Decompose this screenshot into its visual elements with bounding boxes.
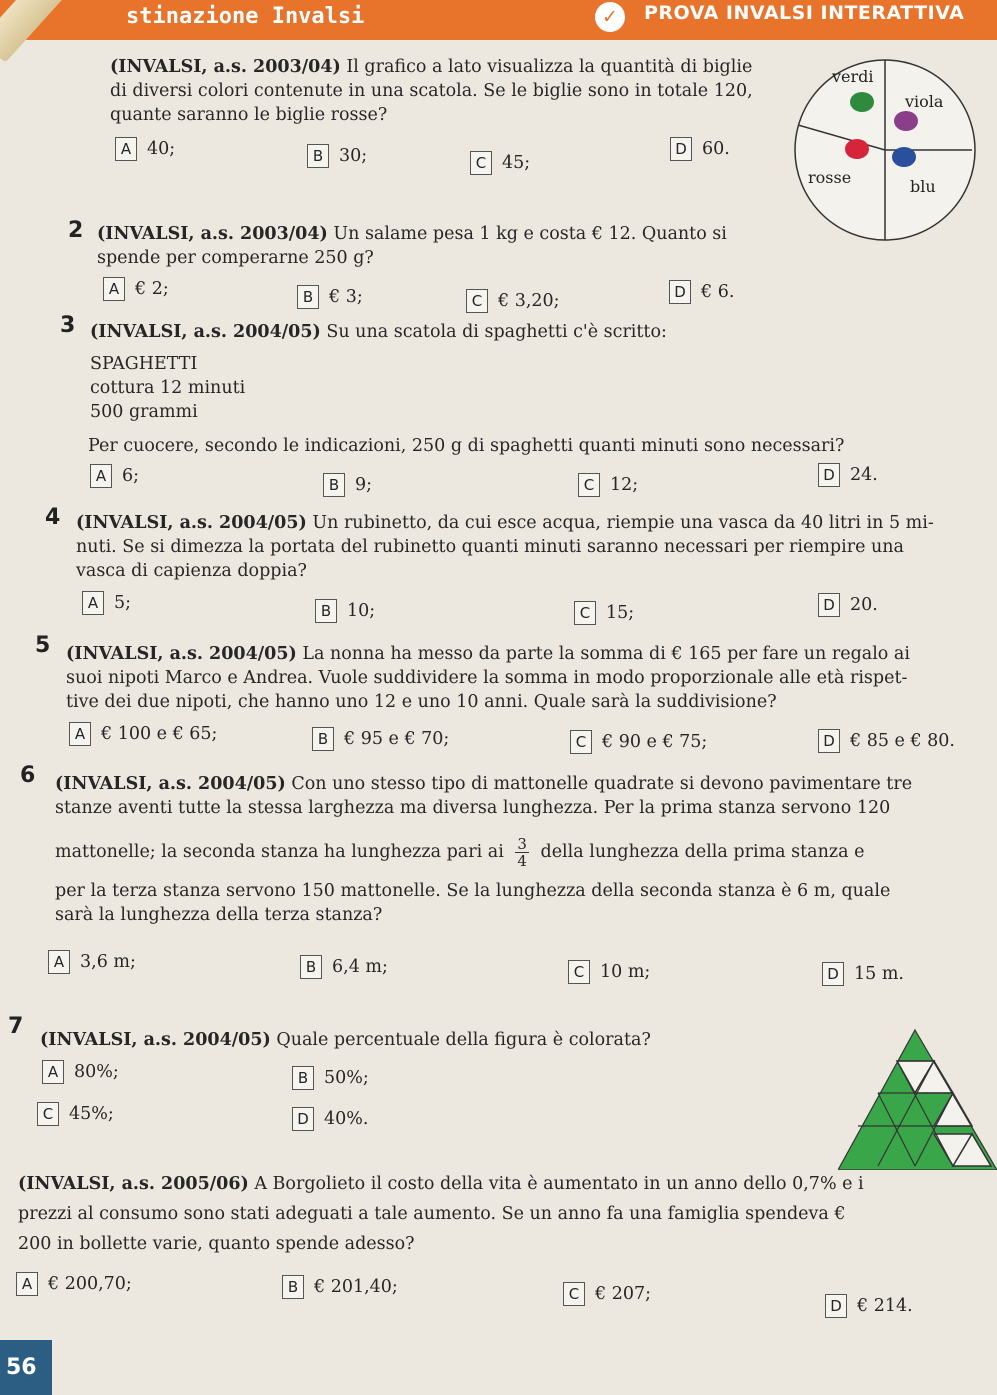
option-4b[interactable]: B 10; <box>315 599 375 623</box>
option-7d[interactable]: D 40%. <box>292 1107 368 1131</box>
option-5b[interactable]: B € 95 e € 70; <box>312 727 449 751</box>
label-blu: blu <box>910 177 936 196</box>
question-number-3: 3 <box>60 313 76 338</box>
question-5: (INVALSI, a.s. 2004/05) La nonna ha messo da parte la somma di € 165 per fare un regalo ai suoi nipoti Marco e Andrea. Vuole suddividere la somma in modo proporzionale alle età rispet- tive dei due nipoti, che hanno uno 12 e uno 10 anni. Quale sarà la suddivisione? <box>66 644 910 712</box>
option-8a[interactable]: A € 200,70; <box>16 1272 132 1296</box>
option-5d[interactable]: D € 85 e € 80. <box>818 729 955 753</box>
question-6: (INVALSI, a.s. 2004/05) Con uno stesso tipo di mattonelle quadrate si devono pavimentare tre stanze aventi tutte la stessa larghezza ma diversa lunghezza. Per la prima stanza servono 120 mattonelle; la seconda stanza ha lunghezza pari ai $\frac{3}{4}$ della lunghezza della prima stanza e per la terza stanza servono 150 mattonelle. Se la lunghezza della seconda stanza è 6 m, quale sarà la lunghezza della terza stanza? <box>55 774 913 925</box>
question-number-6: 6 <box>20 763 36 788</box>
option-1b[interactable]: B 30; <box>307 144 367 168</box>
label-rosse: rosse <box>808 168 852 187</box>
check-icon: ✓ <box>595 2 625 32</box>
option-6b[interactable]: B 6,4 m; <box>300 955 388 979</box>
option-2c[interactable]: C € 3,20; <box>466 289 560 313</box>
question-number-5: 5 <box>35 633 51 658</box>
question-number-4: 4 <box>45 505 61 530</box>
option-2d[interactable]: D € 6. <box>669 280 734 304</box>
question-7: (INVALSI, a.s. 2004/05) Quale percentuale della figura è colorata? <box>40 1030 651 1050</box>
option-7a[interactable]: A 80%; <box>42 1060 119 1084</box>
option-3b[interactable]: B 9; <box>323 473 372 497</box>
option-8c[interactable]: C € 207; <box>563 1282 651 1306</box>
question-3: (INVALSI, a.s. 2004/05) Su una scatola di spaghetti c'è scritto: <box>90 322 667 342</box>
option-1c[interactable]: C 45; <box>470 151 530 175</box>
spaghetti-label: SPAGHETTI cottura 12 minuti 500 grammi <box>90 354 246 422</box>
option-2b[interactable]: B € 3; <box>297 285 363 309</box>
question-3-prompt: Per cuocere, secondo le indicazioni, 250 g di spaghetti quanti minuti sono necessari? <box>88 436 845 456</box>
fraction-three-quarters: $\frac{3}{4}$ <box>517 835 527 870</box>
option-1a[interactable]: A 40; <box>115 137 175 161</box>
question-2: (INVALSI, a.s. 2003/04) Un salame pesa 1 kg e costa € 12. Quanto si spende per comperarne 250 g? <box>97 224 727 268</box>
header-title: stinazione Invalsi <box>126 4 365 29</box>
question-number-2: 2 <box>68 218 84 243</box>
question-4: (INVALSI, a.s. 2004/05) Un rubinetto, da cui esce acqua, riempie una vasca da 40 litri in 5 mi- nuti. Se si dimezza la portata del rubinetto quanti minuti saranno necessari per riempire una vasca di capienza doppia? <box>76 513 934 581</box>
option-6d[interactable]: D 15 m. <box>822 962 904 986</box>
marbles-pie-chart <box>780 45 997 245</box>
option-6a[interactable]: A 3,6 m; <box>48 950 136 974</box>
marble-green <box>850 92 874 112</box>
option-4a[interactable]: A 5; <box>82 591 131 615</box>
option-8b[interactable]: B € 201,40; <box>282 1275 398 1299</box>
page-number: 56 <box>0 1340 52 1395</box>
label-viola: viola <box>905 92 944 111</box>
marble-purple <box>894 111 918 131</box>
triangle-figure <box>838 1026 997 1170</box>
option-3a[interactable]: A 6; <box>90 464 139 488</box>
option-6c[interactable]: C 10 m; <box>568 960 650 984</box>
option-2a[interactable]: A € 2; <box>103 277 169 301</box>
question-number-7: 7 <box>8 1014 24 1039</box>
option-4c[interactable]: C 15; <box>574 601 634 625</box>
option-7c[interactable]: C 45%; <box>37 1102 114 1126</box>
option-5c[interactable]: C € 90 e € 75; <box>570 730 707 754</box>
question-1: (INVALSI, a.s. 2003/04) Il grafico a lato visualizza la quantità di biglie di diversi colori contenute in una scatola. Se le biglie sono in totale 120, quante saranno le biglie rosse? <box>110 57 753 125</box>
option-3d[interactable]: D 24. <box>818 463 878 487</box>
section-title: PROVA INVALSI INTERATTIVA <box>644 2 965 24</box>
question-8: (INVALSI, a.s. 2005/06) A Borgolieto il costo della vita è aumentato in un anno dello 0,7% e i prezzi al consumo sono stati adeguati a tale aumento. Se un anno fa una famiglia spendeva € 200 in bollette varie, quanto spende adesso? <box>18 1174 864 1254</box>
option-7b[interactable]: B 50%; <box>292 1066 369 1090</box>
option-5a[interactable]: A € 100 e € 65; <box>69 722 217 746</box>
marble-blue <box>892 147 916 167</box>
option-1d[interactable]: D 60. <box>670 137 730 161</box>
option-3c[interactable]: C 12; <box>578 473 638 497</box>
option-4d[interactable]: D 20. <box>818 593 878 617</box>
header-bar <box>0 0 997 40</box>
marble-red <box>845 139 869 159</box>
label-verdi: verdi <box>832 67 874 86</box>
option-8d[interactable]: D € 214. <box>825 1294 913 1318</box>
